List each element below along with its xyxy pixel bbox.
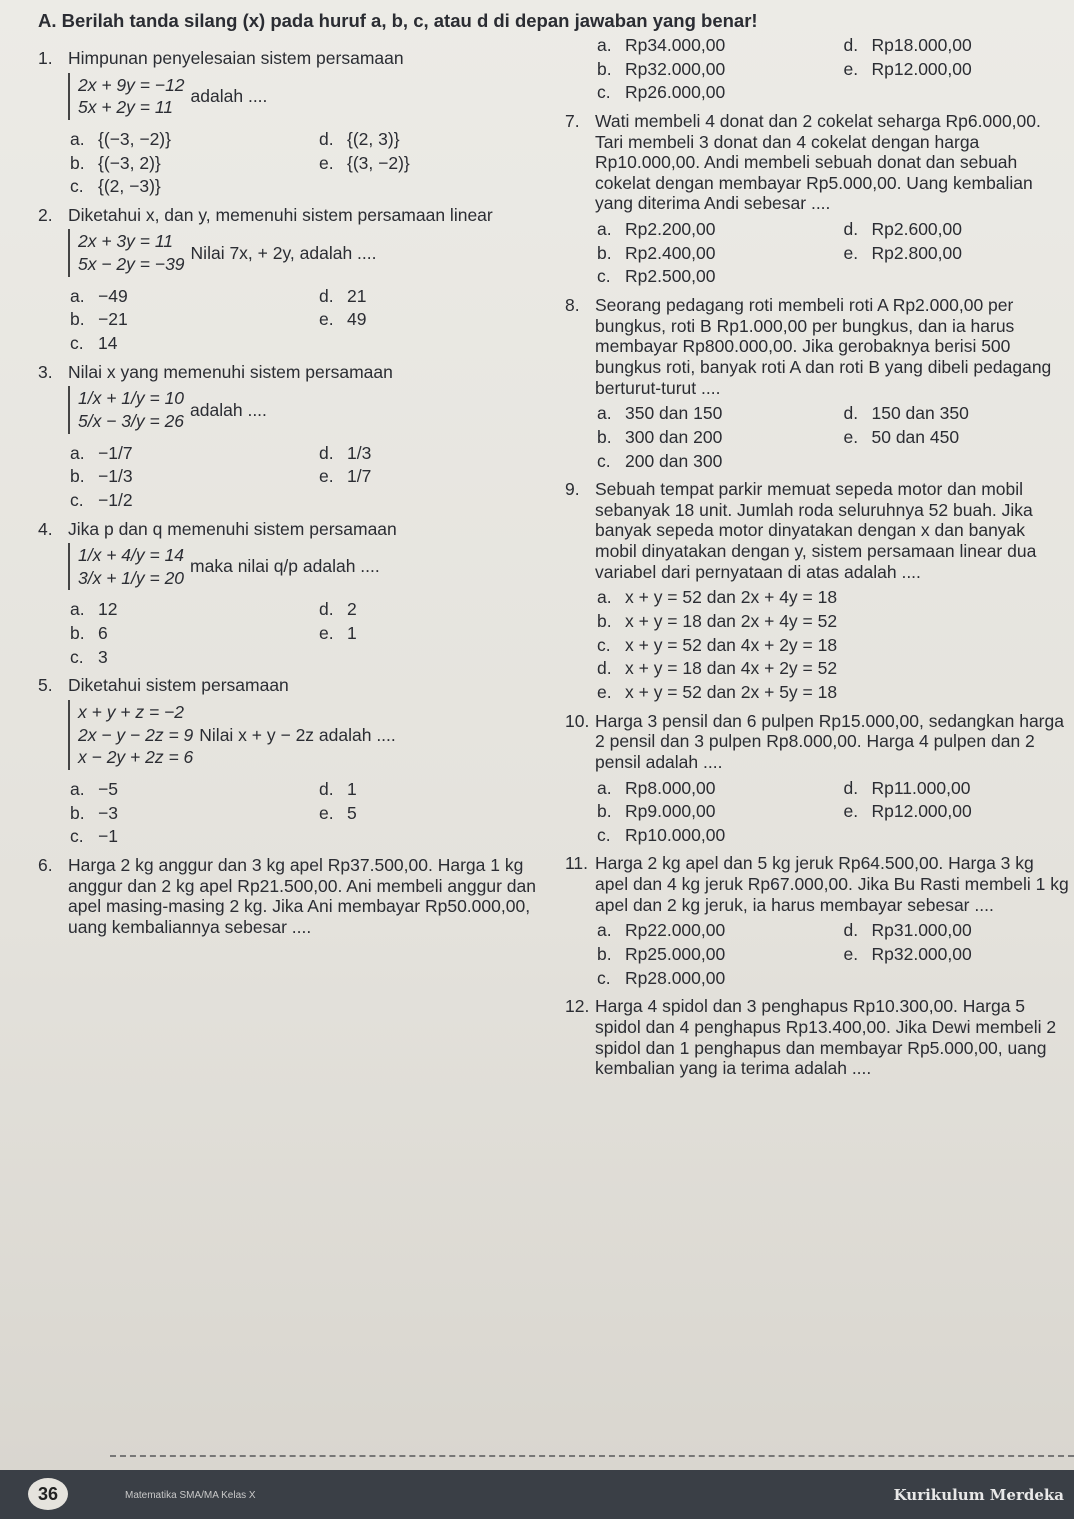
option-letter: e. [843,426,859,447]
answer-option[interactable] [844,778,1071,799]
answer-option[interactable] [597,778,824,799]
option-text: Rp10.000,00 [625,824,726,845]
answer-option[interactable] [844,35,1071,56]
question-text: Seorang pedagang roti membeli roti A Rp2.000,00 per bungkus, roti B Rp1.000,00 per bungkus, dan ia harus membayar Rp800.000,00. Jika gerobaknya berisi 500 bungkus roti, banyak roti A dan roti B yang dibeli pedagang berturut-turut .... [595,295,1052,398]
answer-options [70,779,548,847]
equation-system [68,543,184,590]
equation-system [68,73,185,120]
answer-option[interactable] [319,599,548,620]
answer-option[interactable] [597,658,1070,679]
option-letter: e. [319,466,334,487]
equation-row [38,382,548,437]
answer-options [70,286,548,354]
answer-option[interactable] [319,779,548,800]
option-letter: c. [597,634,611,655]
option-letter: b. [597,943,612,964]
option-text: −5 [98,778,118,799]
option-letter: a. [597,219,612,240]
option-text: −1/3 [98,466,133,487]
option-letter: d. [319,778,334,799]
option-letter: b. [597,58,612,79]
option-letter: d. [319,599,334,620]
answer-option[interactable] [597,219,824,240]
question-text-row [565,295,1070,398]
option-text: −21 [98,309,128,330]
equation: 5x + 2y = 11 [78,97,174,118]
answer-options [597,920,1070,988]
question-number: 3. [38,361,53,382]
option-letter: a. [597,35,612,55]
option-letter: d. [843,219,859,240]
equation: 2x + 3y = 11 [78,231,174,252]
option-letter: b. [597,801,612,822]
page-number: 36 [28,1478,68,1510]
equation: x − 2y + 2z = 6 [78,747,194,768]
answer-option[interactable] [597,801,824,822]
left-column [38,48,548,945]
question-text-row [38,205,548,226]
answer-option[interactable] [597,968,824,989]
question-text-row [38,675,548,696]
option-text: Rp26.000,00 [625,82,726,103]
answer-option[interactable] [844,427,1071,448]
option-letter: e. [843,943,859,964]
question-suffix: Nilai x + y − 2z adalah .... [199,724,396,745]
option-letter: c. [70,333,84,354]
answer-option[interactable] [70,647,299,668]
answer-option[interactable] [597,403,824,424]
option-text: {(−3, 2)} [98,152,161,173]
option-letter: d. [843,403,859,424]
question [38,205,548,354]
option-letter: d. [597,658,612,679]
answer-option[interactable] [597,920,824,941]
question [565,996,1070,1079]
option-text: −1/2 [98,489,133,510]
equation: x + y + z = −2 [78,702,185,723]
option-text: Rp12.000,00 [871,801,972,822]
question-text: Diketahui sistem persamaan [68,675,289,696]
question-text: Harga 3 pensil dan 6 pulpen Rp15.000,00, sedangkan harga 2 pensil dan 3 pulpen Rp8.000,00. Harga 4 pulpen dan 2 pensil adalah .... [595,710,1064,772]
question-suffix: Nilai 7x, + 2y, adalah .... [190,242,377,263]
option-text: x + y = 18 dan 4x + 2y = 52 [625,658,838,679]
answer-option[interactable] [597,82,824,103]
answer-option[interactable] [70,286,299,307]
option-text: Rp32.000,00 [871,943,972,964]
answer-option[interactable] [844,920,1071,941]
answer-option[interactable] [70,309,299,330]
answer-option[interactable] [70,153,299,174]
question-text-row [38,855,548,938]
answer-option[interactable] [844,219,1071,240]
question-number: 5. [38,675,53,696]
equation-system [68,229,185,276]
question [38,675,548,846]
question-text-row [565,996,1070,1079]
equation: 2x + 9y = −12 [78,74,185,95]
option-letter: d. [843,35,859,55]
option-letter: d. [319,285,334,306]
answer-options [70,599,548,667]
answer-options [597,778,1070,846]
equation-row [38,225,548,280]
answer-option[interactable] [70,779,299,800]
equation: 1/x + 4/y = 14 [78,545,185,566]
option-text: −1 [98,826,118,847]
question-number: 12. [565,996,590,1017]
answer-option[interactable] [844,243,1071,264]
option-text: {(2, 3)} [347,128,400,149]
answer-option[interactable] [319,309,548,330]
question-number: 2. [38,204,53,225]
option-letter: c. [597,266,611,287]
equation: 5x − 2y = −39 [78,254,185,275]
option-letter: e. [319,802,334,823]
answer-option[interactable] [844,801,1071,822]
option-text: 49 [347,309,367,330]
equation: 5/x − 3/y = 26 [78,410,185,431]
equation-row [38,69,548,124]
option-text: 300 dan 200 [625,426,723,447]
option-text: 350 dan 150 [625,403,723,424]
option-text: 1/3 [347,442,372,463]
answer-option[interactable] [319,129,548,150]
answer-option[interactable] [70,623,299,644]
answer-option[interactable] [597,587,1070,608]
question-suffix: adalah .... [190,399,267,420]
option-text: 1 [347,623,357,644]
answer-option[interactable] [70,176,299,197]
option-text: {(2, −3)} [98,176,161,197]
question-text-row [565,111,1070,214]
answer-option[interactable] [70,803,299,824]
option-text: Rp28.000,00 [625,967,726,988]
option-letter: a. [597,403,612,424]
question-text: Himpunan penyelesaian sistem persamaan [68,48,404,68]
question-text: Wati membeli 4 donat dan 2 cokelat seharga Rp6.000,00. Tari membeli 3 donat dan 4 cokelat dengan harga Rp10.000,00. Andi membeli sebuah donat dan sebuah cokelat dengan membayar Rp5.000,00. Uang kembalian yang diterima Andi sebesar .... [595,110,1041,214]
footer-divider [110,1455,1074,1457]
equation-row [38,696,548,774]
option-letter: e. [843,242,859,263]
option-text: 3 [98,646,108,667]
equation-system [68,386,184,433]
answer-options [597,403,1070,471]
answer-option[interactable] [319,153,548,174]
option-letter: e. [319,623,334,644]
answer-option[interactable] [70,333,299,354]
question [565,35,1070,103]
option-text: 2 [347,599,357,620]
option-text: 1 [347,778,357,799]
option-text: Rp32.000,00 [625,58,726,79]
option-text: Rp12.000,00 [871,58,972,79]
option-text: Rp2.500,00 [625,266,716,287]
question-text: Diketahui x, dan y, memenuhi sistem persamaan linear [68,204,493,225]
question [565,853,1070,988]
option-letter: c. [597,824,611,845]
answer-option[interactable] [70,490,299,511]
answer-option[interactable] [844,944,1071,965]
question [565,111,1070,287]
option-letter: c. [70,646,84,667]
option-letter: b. [597,242,612,263]
question-text-row [565,711,1070,773]
footer-curriculum: Kurikulum Merdeka [893,1486,1064,1504]
answer-option[interactable] [319,623,548,644]
section-heading: A. Berilah tanda silang (x) pada huruf a, b, c, atau d di depan jawaban yang benar! [38,10,758,31]
answer-option[interactable] [597,451,824,472]
answer-option[interactable] [70,129,299,150]
question-text: Harga 2 kg anggur dan 3 kg apel Rp37.500,00. Harga 1 kg anggur dan 2 kg apel Rp21.500,00. Ani membeli anggur dan apel masing-masing 2 kg. Jika Ani membayar Rp50.000,00, uang kembaliannya sebesar .... [68,854,536,937]
option-text: x + y = 52 dan 4x + 2y = 18 [625,634,838,655]
option-text: {(−3, −2)} [98,128,171,149]
option-letter: e. [319,309,334,330]
option-letter: c. [70,176,84,197]
option-text: 50 dan 450 [871,426,960,447]
equation-row [38,539,548,594]
question [38,362,548,511]
option-text: 150 dan 350 [871,403,969,424]
equation-system [68,700,193,770]
option-letter: a. [70,128,85,149]
question-text-row [565,853,1070,915]
question-text: Harga 2 kg apel dan 5 kg jeruk Rp64.500,00. Harga 3 kg apel dan 4 kg jeruk Rp67.000,00. Jika Bu Rasti membeli 1 kg apel dan 2 kg jeruk, ia harus membayar sebesar .... [595,853,1069,915]
equation: 2x − y − 2z = 9 [78,724,194,745]
question-number: 6. [38,854,53,875]
option-letter: a. [597,777,612,798]
question-number: 11. [565,853,589,874]
option-text: 14 [98,333,118,354]
answer-options [70,129,548,197]
question [565,711,1070,846]
answer-option[interactable] [319,466,548,487]
option-text: 12 [98,599,118,620]
option-letter: d. [843,777,859,798]
option-text: Rp11.000,00 [871,777,971,798]
equation: 1/x + 1/y = 10 [78,388,185,409]
option-text: 1/7 [347,466,372,487]
question-suffix: maka nilai q/p adalah .... [190,556,380,577]
answer-options [70,443,548,511]
option-letter: c. [70,826,84,847]
question-number: 7. [565,110,580,131]
question-number: 4. [38,518,53,539]
answer-option[interactable] [597,635,1070,656]
equation: 3/x + 1/y = 20 [78,567,185,588]
answer-option[interactable] [597,266,824,287]
answer-option[interactable] [70,443,299,464]
option-text: Rp2.800,00 [871,242,962,263]
option-text: {(3, −2)} [347,152,410,173]
question-number: 1. [38,48,53,68]
answer-options [597,587,1070,702]
question-number: 8. [565,295,580,316]
option-text: 21 [347,285,367,306]
right-column [565,30,1070,1087]
question [565,295,1070,471]
answer-option[interactable] [844,59,1071,80]
option-letter: c. [70,489,84,510]
answer-option[interactable] [844,403,1071,424]
answer-option[interactable] [319,443,548,464]
question-number: 10. [565,710,590,731]
option-text: Rp2.600,00 [871,219,962,240]
answer-option[interactable] [70,826,299,847]
option-letter: a. [597,920,612,941]
question-text: Sebuah tempat parkir memuat sepeda motor dan mobil sebanyak 18 unit. Jumlah roda seluruhnya 52 buah. Jika banyak sepeda motor dinyatakan dengan x dan banyak mobil dinyatakan dengan y, sistem persamaan linear dua variabel dari pernyataan di atas adalah .... [595,479,1037,582]
option-text: Rp22.000,00 [625,920,726,941]
answer-option[interactable] [597,427,824,448]
option-letter: a. [70,599,85,620]
option-text: Rp31.000,00 [871,920,972,941]
answer-option[interactable] [597,59,824,80]
answer-option[interactable] [597,243,824,264]
answer-option[interactable] [597,611,1070,632]
option-letter: d. [843,920,859,941]
option-text: x + y = 18 dan 2x + 4y = 52 [625,611,838,632]
option-letter: e. [319,152,334,173]
option-letter: c. [597,82,611,103]
option-letter: b. [70,309,85,330]
question-text-row [38,362,548,383]
question-text: Harga 4 spidol dan 3 penghapus Rp10.300,00. Harga 5 spidol dan 4 penghapus Rp13.400,00. Jika Dewi membeli 2 spidol dan 1 penghapus dan membayar Rp5.000,00, uang kembalian yang ia terima adalah .... [595,996,1057,1079]
option-letter: e. [597,681,612,702]
question-suffix: adalah .... [190,85,268,106]
question-text-row [38,48,548,69]
question [38,48,548,197]
answer-options [597,219,1070,287]
answer-option[interactable] [597,944,824,965]
option-text: Rp2.400,00 [625,242,716,263]
option-text: 200 dan 300 [625,450,723,471]
option-letter: a. [70,285,85,306]
option-text: x + y = 52 dan 2x + 4y = 18 [625,587,838,608]
option-text: Rp18.000,00 [871,35,972,55]
option-letter: b. [70,152,85,173]
option-letter: b. [597,611,612,632]
question [565,479,1070,702]
option-text: Rp2.200,00 [625,219,716,240]
answer-options [597,35,1070,103]
option-letter: d. [319,128,334,149]
answer-option[interactable] [597,825,824,846]
option-text: Rp34.000,00 [625,35,726,55]
question-text: Nilai x yang memenuhi sistem persamaan [68,361,393,382]
option-text: 6 [98,623,108,644]
question [38,519,548,668]
option-text: Rp9.000,00 [625,801,716,822]
option-letter: a. [597,587,612,608]
answer-option[interactable] [70,466,299,487]
option-letter: b. [70,802,85,823]
option-letter: e. [843,58,859,79]
option-letter: a. [70,442,85,463]
question [38,855,548,938]
option-letter: a. [70,778,85,799]
option-letter: d. [319,442,334,463]
option-text: −3 [98,802,118,823]
option-letter: c. [597,450,611,471]
question-text-row [38,519,548,540]
answer-option[interactable] [597,35,824,56]
option-letter: c. [597,967,611,988]
option-text: x + y = 52 dan 2x + 5y = 18 [625,681,838,702]
answer-option[interactable] [70,599,299,620]
option-text: Rp8.000,00 [625,777,716,798]
option-letter: b. [70,623,85,644]
option-letter: b. [70,466,85,487]
option-text: Rp25.000,00 [625,943,726,964]
answer-option[interactable] [597,682,1070,703]
option-text: 5 [347,802,357,823]
footer-book-title: Matematika SMA/MA Kelas X [125,1490,256,1501]
option-text: −49 [98,285,128,306]
option-text: −1/7 [98,442,133,463]
answer-option[interactable] [319,803,548,824]
option-letter: b. [597,426,612,447]
answer-option[interactable] [319,286,548,307]
question-number: 9. [565,479,580,500]
option-letter: e. [843,801,859,822]
question-text: Jika p dan q memenuhi sistem persamaan [68,518,397,539]
question-text-row [565,479,1070,582]
